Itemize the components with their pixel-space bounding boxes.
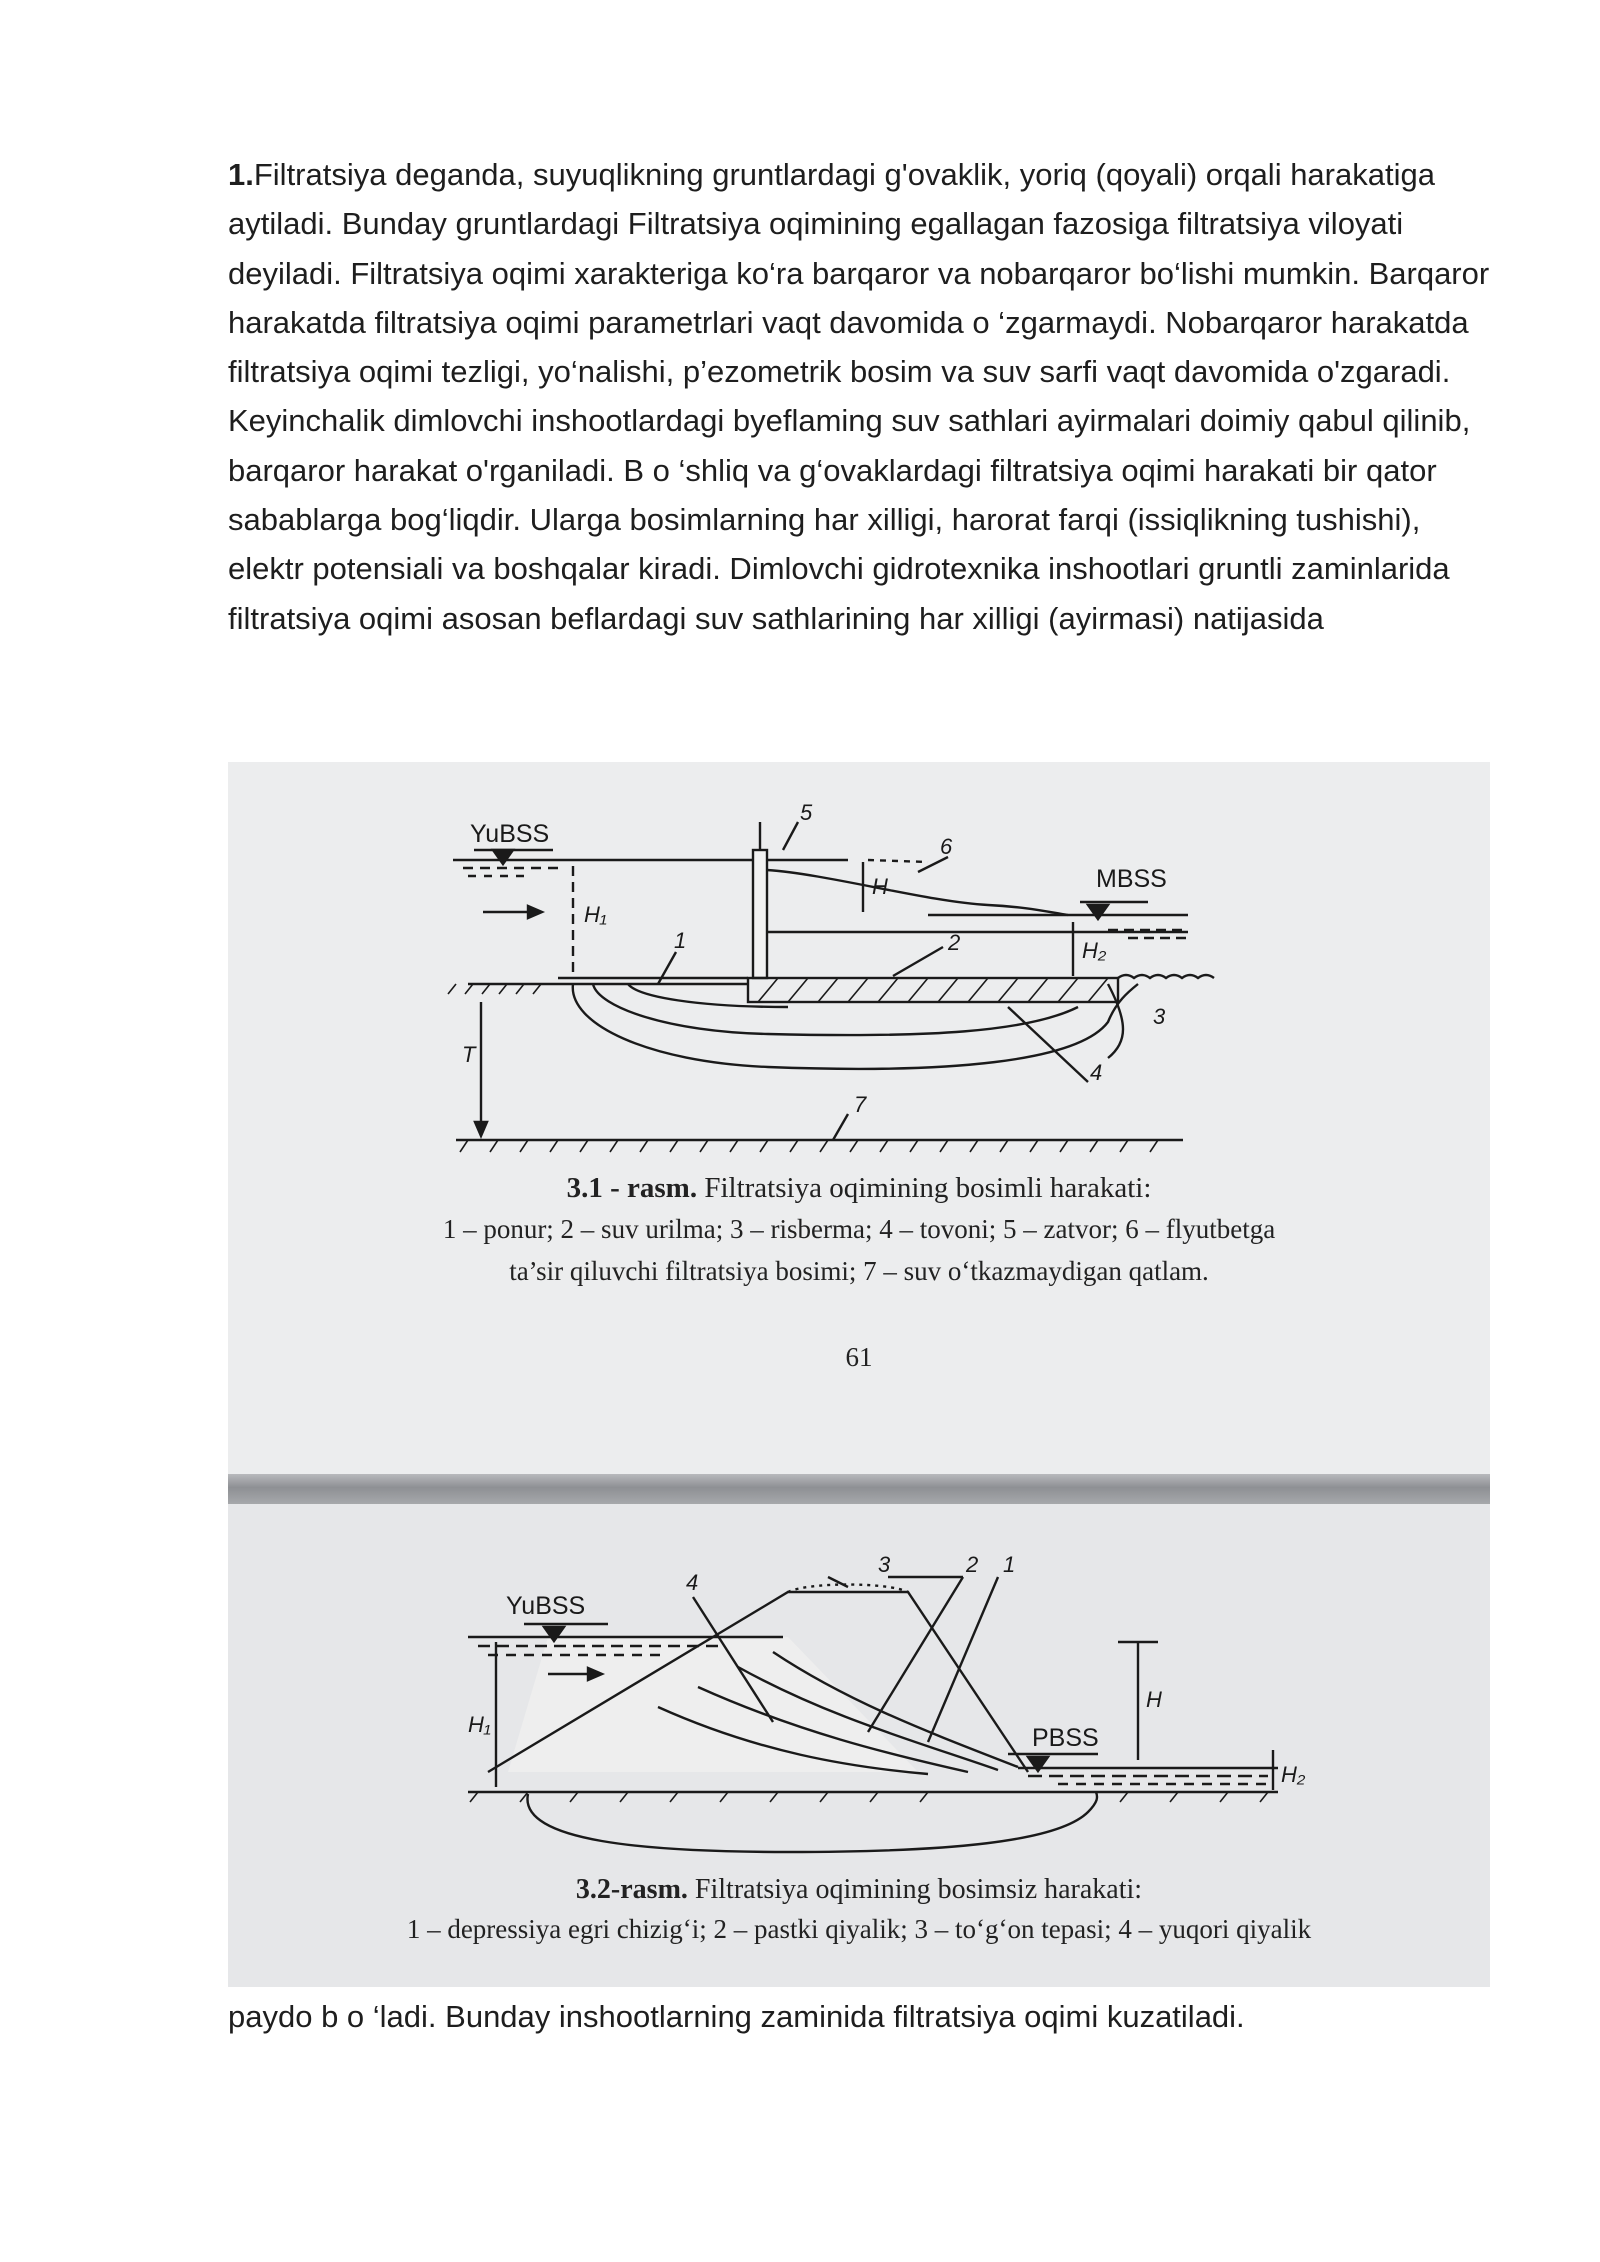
- head-h1-label: H₁: [468, 1712, 491, 1737]
- label-3: 3: [878, 1552, 891, 1577]
- label-7: 7: [854, 1092, 867, 1117]
- upstream-level-label: YuBSS: [470, 820, 550, 848]
- head-h-label: H: [1146, 1687, 1162, 1712]
- figure-3-1-caption-title: Filtratsiya oqimining bosimli harakati:: [704, 1172, 1152, 1204]
- downstream-level-label: MBSS: [1096, 865, 1167, 893]
- figure-3-2-diagram: [228, 1542, 1490, 1872]
- book-page-number: 61: [845, 1342, 873, 1372]
- upstream-level-label: YuBSS: [506, 1592, 586, 1620]
- label-4: 4: [1090, 1060, 1103, 1085]
- label-5: 5: [800, 800, 813, 825]
- page-fold-shadow: [228, 1474, 1490, 1504]
- downstream-level-label: PBSS: [1032, 1724, 1099, 1752]
- head-h2-label: H₂: [1082, 938, 1107, 963]
- intro-paragraph: [228, 150, 1498, 643]
- head-h2-label: H₂: [1281, 1762, 1306, 1787]
- figure-3-2-caption-number: 3.2-rasm.: [575, 1874, 688, 1905]
- label-6: 6: [940, 834, 953, 859]
- label-2: 2: [948, 930, 961, 955]
- figure-3-1-caption-number: 3.1 - rasm.: [566, 1172, 698, 1204]
- figure-3-1-caption-line1: [228, 1172, 1490, 1205]
- figure-3-2-caption-line1: [228, 1874, 1490, 1906]
- figure-3-1-caption-line2: 1 – ponur; 2 – suv urilma; 3 – risberma; 4 – tovoni; 5 – zatvor; 6 – flyutbetga: [442, 1214, 1276, 1244]
- scanned-figures: [228, 762, 1490, 1987]
- label-3: 3: [1153, 1004, 1166, 1029]
- figure-3-2-caption-title: Filtratsiya oqimining bosimsiz harakati:: [694, 1874, 1143, 1905]
- label-2: 2: [966, 1552, 979, 1577]
- paragraph-number: 1.: [228, 157, 254, 192]
- figure-3-1-diagram: [228, 762, 1490, 1162]
- head-h-label: H: [872, 874, 888, 899]
- label-1: 1: [1003, 1552, 1016, 1577]
- intro-paragraph-text: Filtratsiya deganda, suyuqlikning gruntlardagi g'ovaklik, yoriq (qoyali) orqali harakatiga aytiladi. Bunday gruntlardagi Filtratsiya oqimining egallagan fazosiga filtratsiya viloyati deyiladi. Filtratsiya oqimi xarakteriga ko‘ra barqaror va nobarqaror bo‘lishi mumkin. Barqaror harakatda filtratsiya oqimi parametrlari vaqt davomida o ‘zgarmaydi. Nobarqaror harakatda filtratsiya oqimi tezligi, yo‘nalishi, p’ezometrik bosim va suv sarfi vaqt davomida o'zgaradi. Keyinchalik dimlovchi inshootlardagi byeflaming suv sathlari ayirmalari doimiy qabul qilinib, barqaror harakat o'rganiladi. B o ‘shliq va g‘ovaklardagi filtratsiya oqimi harakati bir qator sabablarga bog‘liqdir. Ularga bosimlarning har xilligi, harorat farqi (issiqlikning tushishi), elektr potensiali va boshqalar kiradi. Dimlovchi gidrotexnika inshootlari gruntli zaminlarida filtratsiya oqimi asosan beflardagi suv sathlarining har xilligi (ayirmasi) natijasida: [228, 157, 1490, 636]
- label-4: 4: [686, 1570, 699, 1595]
- label-1: 1: [674, 928, 687, 953]
- figure-3-2-caption-line2: 1 – depressiya egri chizig‘i; 2 – pastki qiyalik; 3 – to‘g‘on tepasi; 4 – yuqori qiyalik: [406, 1914, 1312, 1944]
- closing-paragraph: paydo b o ‘ladi. Bunday inshootlarning zaminida filtratsiya oqimi kuzatiladi.: [228, 1999, 1245, 2034]
- depth-t-label: T: [462, 1042, 476, 1067]
- figure-3-1-caption-line3: ta’sir qiluvchi filtratsiya bosimi; 7 – suv o‘tkazmaydigan qatlam.: [509, 1256, 1209, 1286]
- head-h1-label: H₁: [584, 902, 607, 927]
